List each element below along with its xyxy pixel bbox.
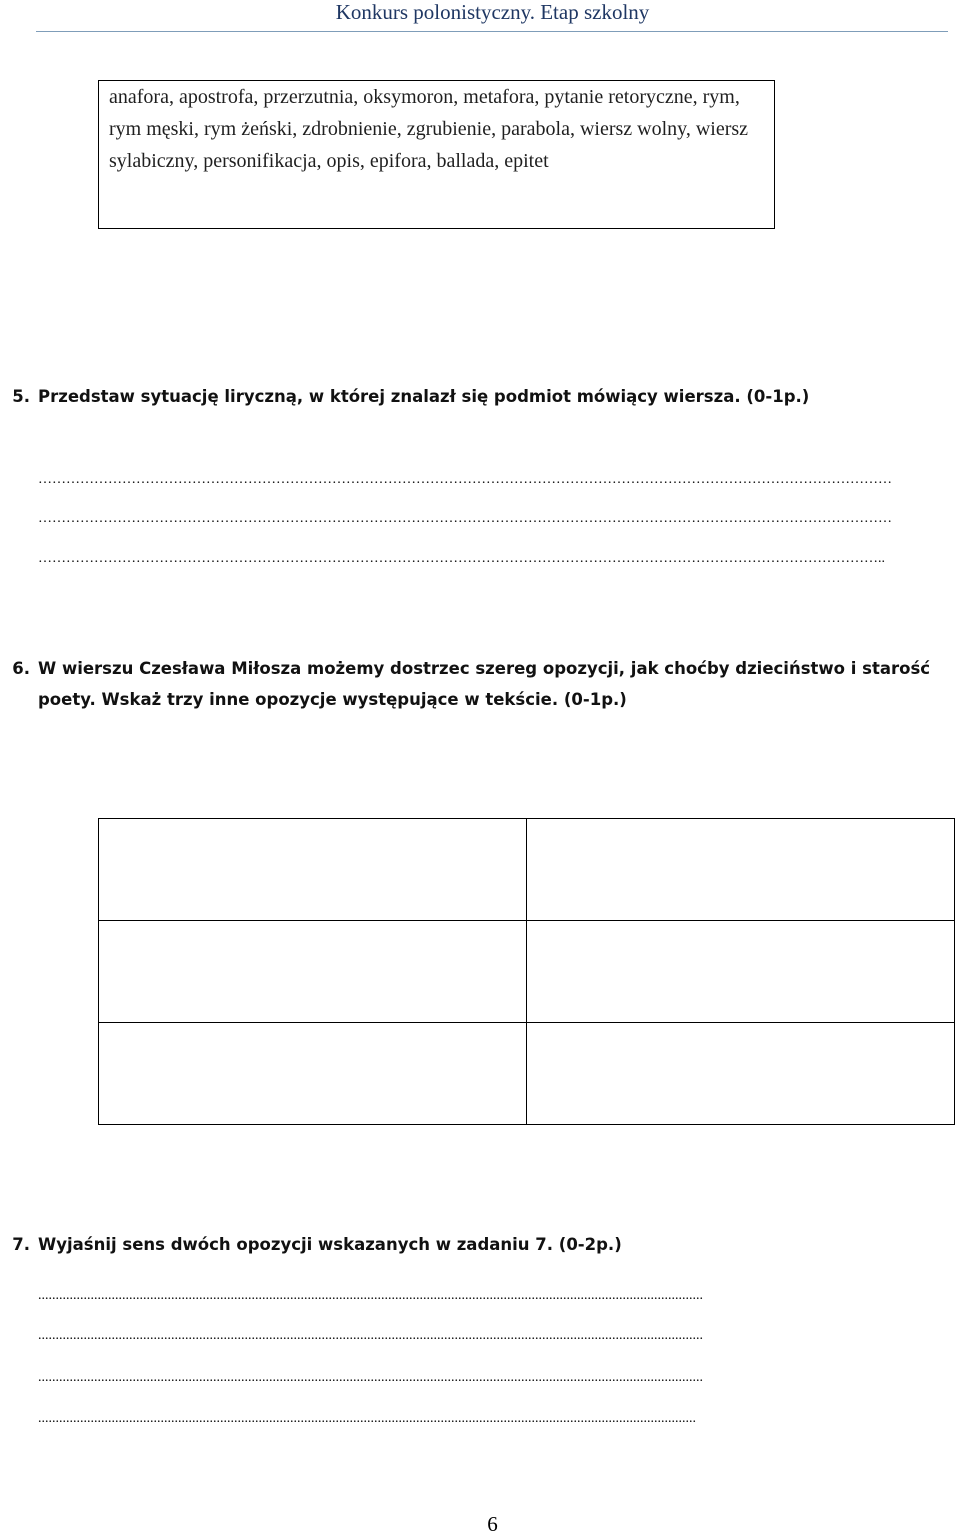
opposition-cell[interactable] <box>99 1023 527 1125</box>
question-7-number: 7. <box>12 1235 30 1254</box>
answer-line[interactable]: .............................................................................................................................................................................................. <box>38 1288 703 1303</box>
opposition-cell[interactable] <box>99 819 527 921</box>
answer-line[interactable]: .............................................................................................................................................................................................. <box>38 1328 703 1343</box>
terms-list: anafora, apostrofa, przerzutnia, oksymoron, metafora, pytanie retoryczne, rym, rym męski, rym żeński, zdrobnienie, zgrubienie, parabola, wiersz wolny, wiersz sylabiczny, personifikacja, opis, epifora, ballada, epitet <box>109 86 749 172</box>
question-5-number: 5. <box>12 387 30 406</box>
opposition-cell[interactable] <box>527 1023 955 1125</box>
question-5-text: Przedstaw sytuację liryczną, w której znalazł się podmiot mówiący wiersza. (0-1p.) <box>38 387 810 406</box>
question-6-number: 6. <box>12 659 30 678</box>
opposition-cell[interactable] <box>527 819 955 921</box>
answer-line[interactable]: ……………………………………………………………………………………………………………………………………………………………….. <box>38 551 885 566</box>
answer-line[interactable]: .............................................................................................................................................................................................. <box>38 1370 703 1385</box>
opposition-cell[interactable] <box>527 921 955 1023</box>
question-6-text: W wierszu Czesława Miłosza możemy dostrzec szereg opozycji, jak choćby dzieciństwo i starość poety. Wskaż trzy inne opozycje występujące w tekście. (0-1p.) <box>38 659 931 709</box>
page-header: Konkurs polonistyczny. Etap szkolny <box>335 0 650 24</box>
answer-line[interactable]: ………………………………………………………………………………………………………………………………………………………………… <box>38 472 892 487</box>
answer-line[interactable]: ............................................................................................................................................................................................ <box>38 1411 696 1426</box>
opposition-table <box>98 818 955 1125</box>
question-7-text: Wyjaśnij sens dwóch opozycji wskazanych w zadaniu 7. (0-2p.) <box>38 1235 622 1254</box>
answer-line[interactable]: ………………………………………………………………………………………………………………………………………………………………… <box>38 511 892 526</box>
opposition-cell[interactable] <box>99 921 527 1023</box>
page-number: 6 <box>487 1512 498 1536</box>
header-divider <box>36 31 948 32</box>
